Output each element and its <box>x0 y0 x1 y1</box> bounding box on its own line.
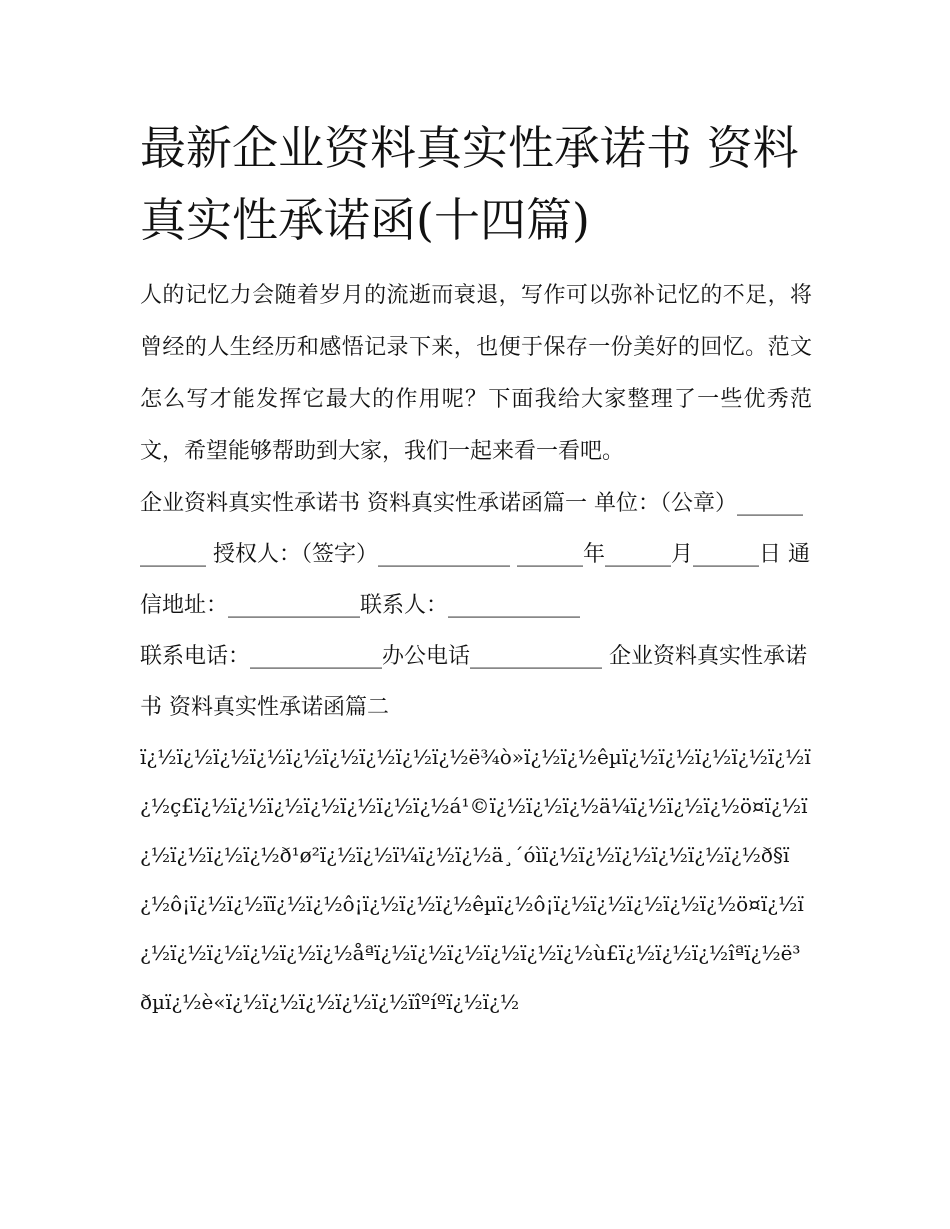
intro-paragraph: 人的记忆力会随着岁月的流逝而衰退，写作可以弥补记忆的不足，将曾经的人生经历和感悟记录下来，也便于保存一份美好的回忆。范文怎么写才能发挥它最大的作用呢？下面我给大家整理了一些优秀范文，希望能够帮助到大家，我们一起来看一看吧。 <box>140 283 812 464</box>
document-title: 最新企业资料真实性承诺书 资料真实性承诺函(十四篇) <box>140 121 799 247</box>
section-one-paragraph: 企业资料真实性承诺书 资料真实性承诺函篇一 单位：（公章）____________ 授权人：（签字）____________ ______年______月______日 通信地址：____________联系人：____________ <box>140 491 810 618</box>
section-two-paragraph: 联系电话：____________办公电话____________ 企业资料真实性承诺书 资料真实性承诺函篇二 <box>140 644 807 720</box>
document-page <box>140 112 812 1027</box>
garbled-text-paragraph: ï¿½ï¿½ï¿½ï¿½ï¿½ï¿½ï¿½ï¿½ï¿½ë¾ò»ï¿½ï¿½êµï¿½ï¿½ï¿½ï¿½ï¿½ï¿½ç£ï¿½ï¿½ï¿½ï¿½ï¿½ï¿½ï¿½á¹©ï¿½ï¿½ï¿½ä¼ï¿½ï¿½ï¿½ö¤ï¿½ï¿½ï¿½ï¿½ï¿½ð¹ø²ï¿½ï¿½ï¼ï¿½ï¿½ä¸´óìï¿½ï¿½ï¿½ï¿½ï¿½ï¿½ð§ï¿½ô¡ï¿½ï¿½ïï¿½ï¿½ô¡ï¿½ï¿½ï¿½êµï¿½ô¡ï¿½ï¿½ï¿½ï¿½ï¿½ö¤ï¿½ï¿½ï¿½ï¿½ï¿½ï¿½ï¿½åªï¿½ï¿½ï¿½ï¿½ï¿½ï¿½ù£ï¿½ï¿½ï¿½îªï¿½ë³ðµï¿½è«ï¿½ï¿½ï¿½ï¿½ï¿½ïîºíºï¿½ï¿½ <box>140 745 811 1014</box>
